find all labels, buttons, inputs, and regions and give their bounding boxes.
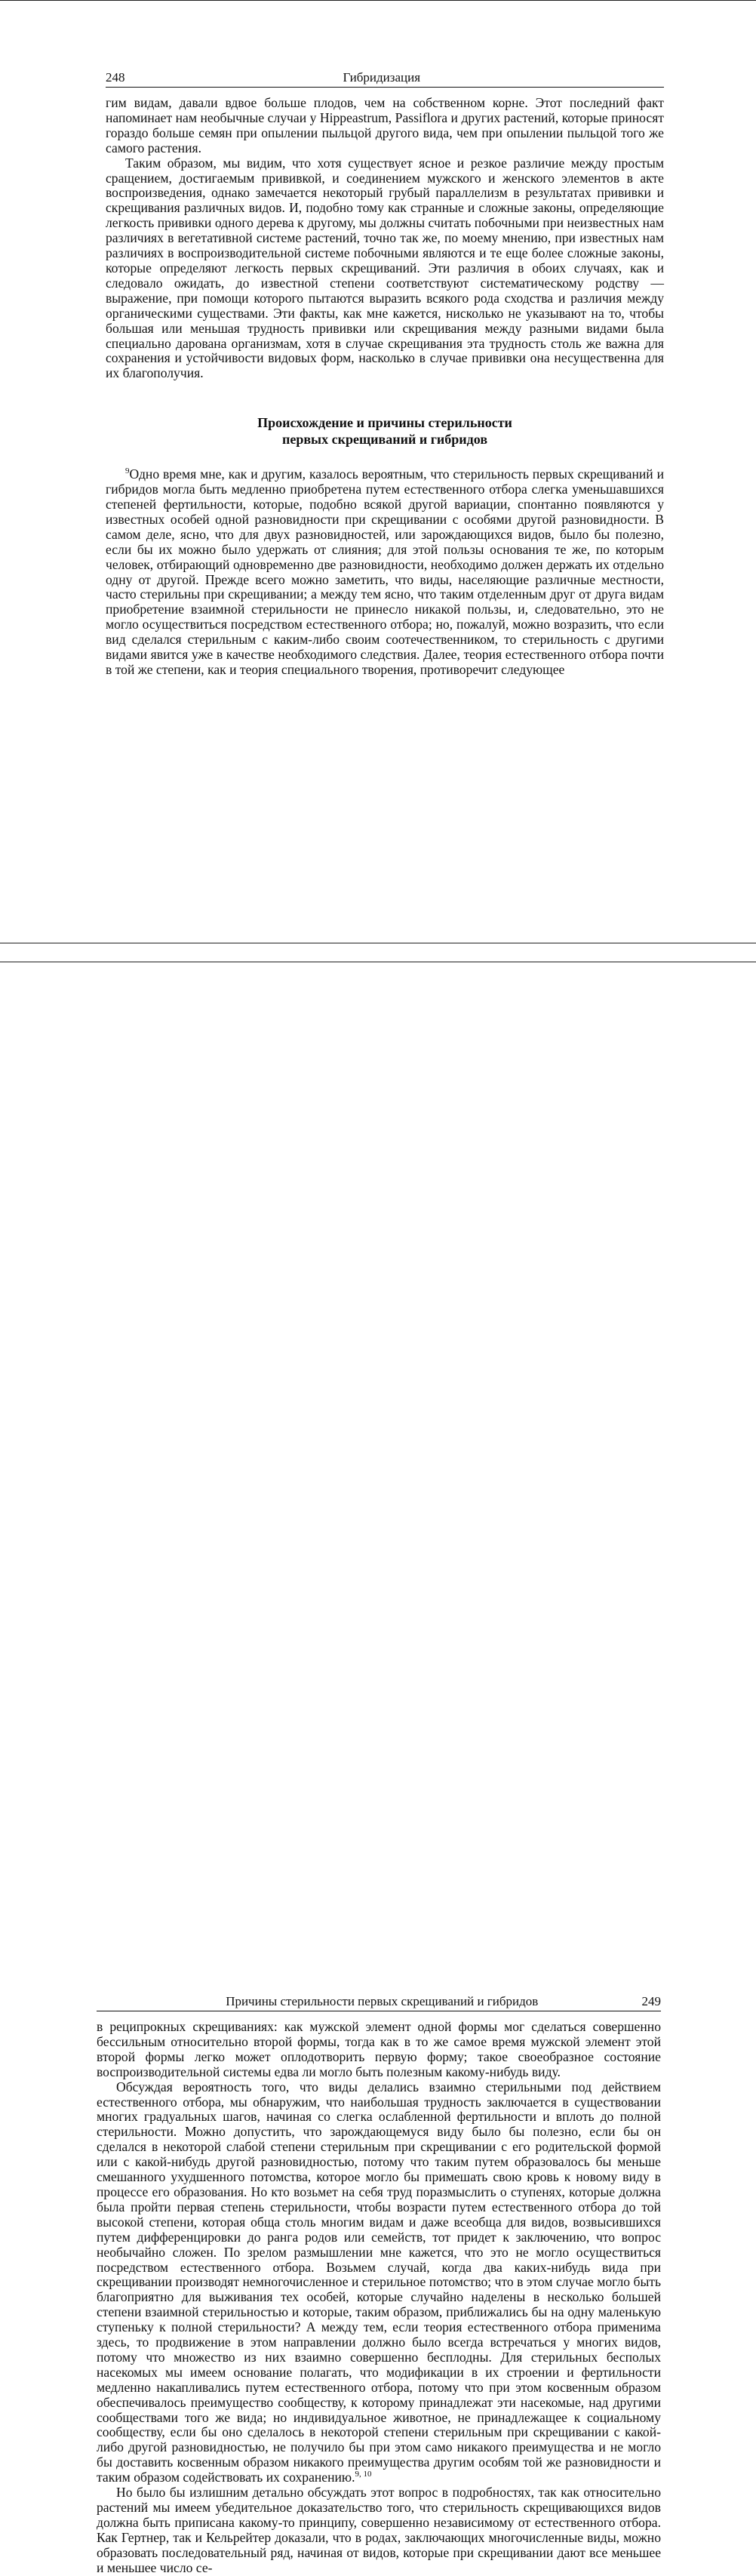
page-248 [0, 0, 756, 943]
heading-line: Происхождение и причины стерильности [257, 415, 512, 431]
page-number: 249 [641, 1994, 661, 2008]
paragraph [106, 467, 664, 678]
paragraph: Таким образом, мы видим, что хотя существует ясное и резкое различие между простым сращением, достигаемым прививкой, и соединением мужского и женского элементов в акте воспроизведения, однако замечается некоторый грубый параллелизм в результатах прививки и скрещивания различных видов. И, подобно тому как странные и сложные законы, определяющие легкость прививки одного дерева к другому, мы должны считать побочными при неизвестных нам различиях в вегетативной системе растений, точно так же, по моему мнению, при известных нам различиях в воспроизводительной системе побочными являются и те еще более сложные законы, которые определяют легкость первых скрещиваний. Эти различия в обоих случаях, как и следовало ожидать, до известной степени соответствуют систематическому родству — выражение, при помощи которого пытаются выразить всякого рода сходства и различия между органическими существами. Эти факты, как мне кажется, нисколько не указывают на то, чтобы большая или меньшая трудность прививки или скрещивания между разными видами была специально дарована организмам, хотя в случае скрещивания эта трудность столь же важна для сохранения и устойчивости видовых форм, насколько в случае прививки она несущественна для их благополучия. [106, 155, 664, 381]
footnote-marker: 9, 10 [355, 2470, 372, 2479]
footnote-marker: 9 [125, 466, 130, 476]
page-body [106, 96, 664, 678]
running-title: Гибридизация [343, 70, 421, 85]
page-number: 248 [106, 70, 125, 85]
paragraph-text: Обсуждая вероятность того, что виды делались взаимно стерильными под действием естественного отбора, мы обнаружим, что наибольшая трудность заключается в существовании многих градуальных шагов, начиная со слегка ослабленной фертильности и вплоть до полной стерильности. Можно допустить, что зарождающемуся виду было бы полезно, если бы он сделался в некоторой слабой степени стерильным при скрещивании с его родительской формой или с какой-нибудь другой разновидностью, потому что таким путем образовалось бы меньше смешанного ухудшенного потомства, которое могло бы примешать свою кровь к новому виду в процессе его образования. Но кто возьмет на себя труд поразмыслить о ступенях, которые должна была пройти первая степень стерильности, чтобы возрасти путем естественного отбора до той высокой степени, которая обща столь многим видам и даже всеобща для видов, возвысившихся путем дифференцировки до ранга родов или семейств, тот придет к заключению, что вопрос необычайно сложен. По зрелом размышлении мне кажется, что это не могло осуществиться посредством естественного отбора. Возьмем случай, когда два каких-нибудь вида при скрещивании производят немногочисленное и стерильное потомство; что в этом случае могло быть благоприятно для выживания тех особей, которые случайно наделены в несколько большей степени взаимной стерильностью и которые, таким образом, приближались бы на одну маленькую ступеньку к полной стерильности? А между тем, если теория естественного отбора применима здесь, то продвижение в этом направлении должно было всегда встречаться у многих видов, потому что множество из них взаимно совершенно бесплодны. Для стерильных бесполых насекомых мы имеем основание полагать, что модификации в их строении и фертильности медленно накапливались путем естественного отбора, потому что при этом косвенным образом обеспечивалось преимущество сообществу, к которому принадлежат эти насекомые, над другими сообществами того же вида; но индивидуальное животное, не принадлежащее к социальному сообществу, если бы оно сделалось в некоторой степени стерильным при скрещивании с какой-либо другой разновидностью, не получило бы при этом само никакого преимущества и не могло бы доставить косвенным образом никакого преимущества другим особям той же разновидности и таким образом содействовать их сохранению. [97, 2079, 661, 2485]
paragraph: Но было бы излишним детально обсуждать этот вопрос в подробностях, так как относительно растений мы имеем убедительное доказательство того, что стерильность скрещивающихся видов должна быть приписана какому-то принципу, совершенно независимому от естественного отбора. Как Гертнер, так и Кельрейтер доказали, что в родах, заключающих многочисленные виды, можно образовать последовательный ряд, начиная от видов, которые при скрещивании дают все меньшее и меньшее число се- [97, 2485, 661, 2575]
page-gap [0, 943, 756, 962]
running-title: Причины стерильности первых скрещиваний и гибридов [226, 1994, 539, 2008]
running-header [97, 1994, 661, 2011]
paragraph [97, 2080, 661, 2485]
section-heading [106, 414, 664, 448]
running-header [106, 70, 664, 88]
page-body [97, 2020, 661, 2576]
heading-line: первых скрещиваний и гибридов [281, 432, 488, 448]
paragraph: в реципрокных скрещиваниях: как мужской элемент одной формы мог сделаться совершенно бессильным относительно второй формы, тогда как в то же самое время мужской элемент этой второй формы легко может оплодотворить первую форму; такое своеобразное состояние воспроизводительной системы едва ли могло быть полезным какому-нибудь виду. [97, 2019, 661, 2079]
paragraph: гим видам, давали вдвое больше плодов, чем на собственном корне. Этот последний факт напоминает нам необычные случаи у Hippeastrum, Passiflora и других растений, которые приносят гораздо больше семян при опылении пыльцой другого вида, чем при опылении пыльцой того же самого растения. [106, 95, 664, 155]
paragraph-text: Одно время мне, как и другим, казалось вероятным, что стерильность первых скрещиваний и гибридов могла быть медленно приобретена путем естественного отбора слегка уменьшавшихся степеней фертильности, которые, подобно всякой другой вариации, спонтанно появляются у известных особей одной разновидности при скрещивании с особями другой разновидности. В самом деле, ясно, что для двух разновидностей, или зарождающихся видов, было бы полезно, если бы их можно было удержать от слияния; для этой пользы основания те же, по которым человек, отбирающий одновременно две разновидности, необходимо должен держать их отдельно одну от другой. Прежде всего можно заметить, что виды, населяющие различные местности, часто стерильны при скрещивании; а между тем ясно, что таким отделенным друг от друга видам приобретение взаимной стерильности не принесло никакой пользы, и, следовательно, это не могло осуществиться посредством естественного отбора; но, пожалуй, можно возразить, что если вид сделался стерильным с каким-либо своим соотечественником, то стерильность с другими видами явится уже в качестве необходимого следствия. Далее, теория естественного отбора почти в той же степени, как и теория специального творения, противоречит следующее [106, 466, 664, 677]
page-249 [0, 962, 756, 2575]
